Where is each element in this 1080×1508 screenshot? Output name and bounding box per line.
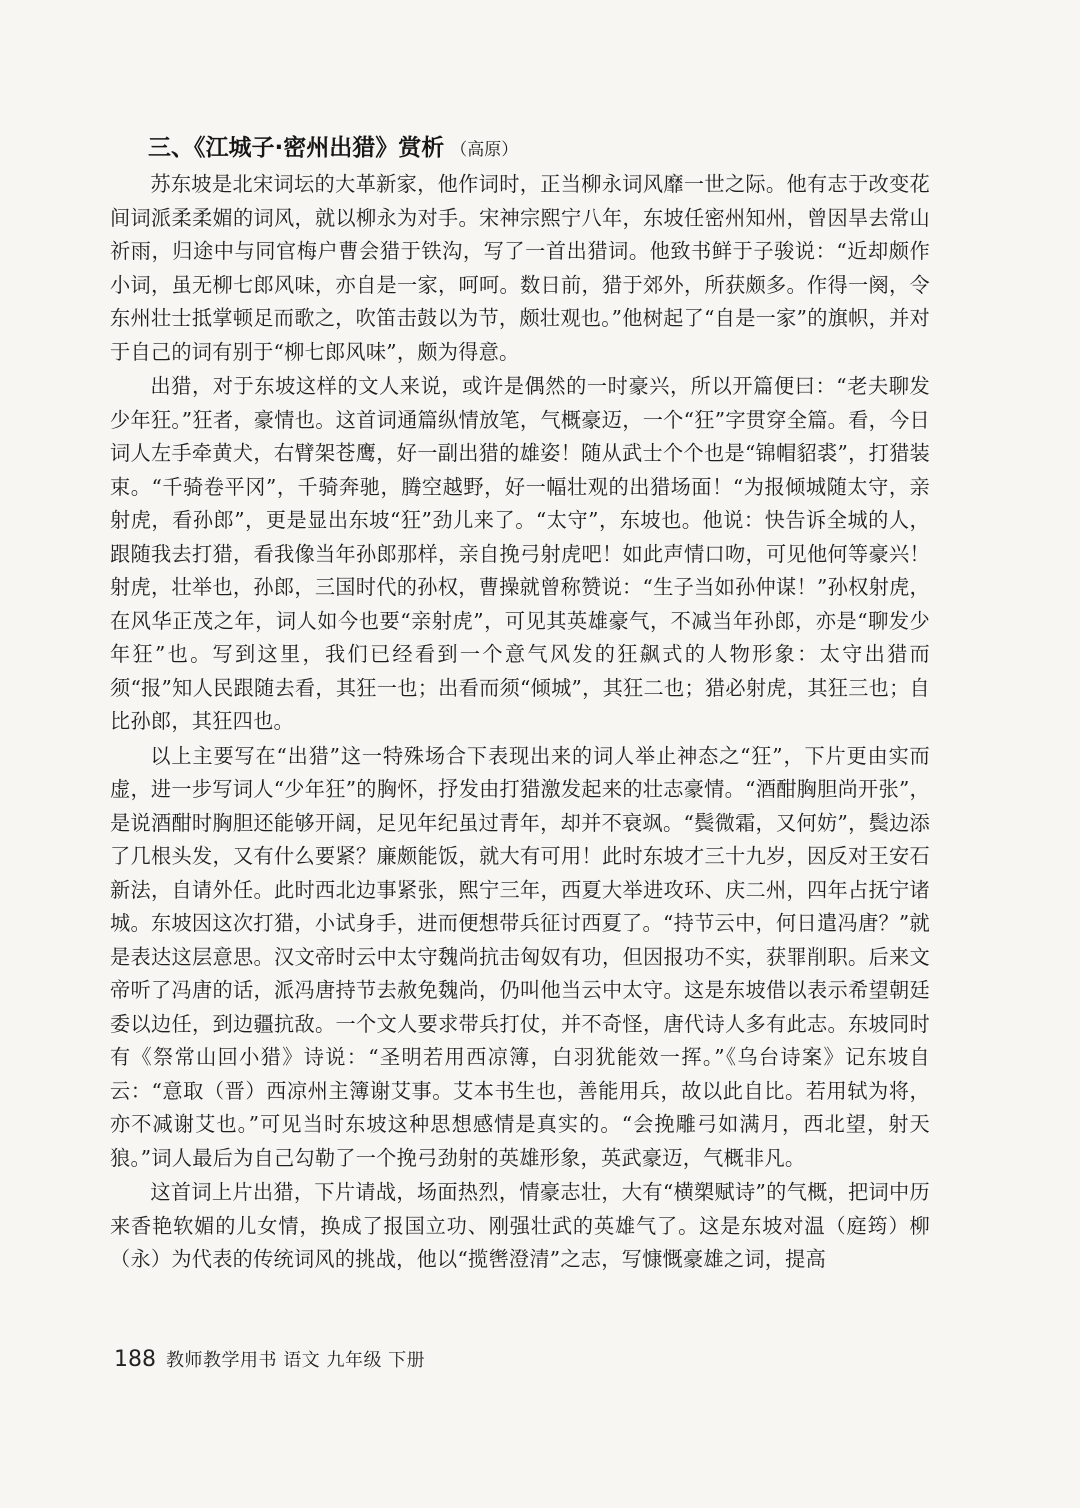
page-body [110, 128, 930, 1277]
paragraph-1: 苏东坡是北宋词坛的大革新家，他作词时，正当柳永词风靡一世之际。他有志于改变花间词派柔柔媚的词风，就以柳永为对手。宋神宗熙宁八年，东坡任密州知州，曾因旱去常山祈雨，归途中与同官梅户曹会猎于铁沟，写了一首出猎词。他致书鲜于子骏说：“近却颇作小词，虽无柳七郎风味，亦自是一家，呵呵。数日前，猎于郊外，所获颇多。作得一阕，令东州壮士抵掌顿足而歌之，吹笛击鼓以为节，颇壮观也。”他树起了“自是一家”的旗帜，并对于自己的词有别于“柳七郎风味”，颇为得意。 [110, 172, 930, 364]
book-title: 教师教学用书 语文 九年级 下册 [166, 1350, 426, 1371]
section-title [148, 128, 968, 168]
page-number: 188 [114, 1347, 156, 1372]
paragraph-2: 出猎，对于东坡这样的文人来说，或许是偶然的一时豪兴，所以开篇便曰：“老夫聊发少年狂。”狂者，豪情也。这首词通篇纵情放笔，气概豪迈，一个“狂”字贯穿全篇。看，今日词人左手牵黄犬，右臂架苍鹰，好一副出猎的雄姿！随从武士个个也是“锦帽貂裘”，打猎装束。“千骑卷平冈”，千骑奔驰，腾空越野，好一幅壮观的出猎场面！“为报倾城随太守，亲射虎，看孙郎”，更是显出东坡“狂”劲儿来了。“太守”，东坡也。他说：快告诉全城的人，跟随我去打猎，看我像当年孙郎那样，亲自挽弓射虎吧！如此声情口吻，可见他何等豪兴！射虎，壮举也，孙郎，三国时代的孙权，曹操就曾称赞说：“生子当如孙仲谋！”孙权射虎，在风华正茂之年，词人如今也要“亲射虎”，可见其英雄豪气，不减当年孙郎，亦是“聊发少年狂”也。写到这里，我们已经看到一个意气风发的狂飙式的人物形象：太守出猎而须“报”知人民跟随去看，其狂一也；出看而须“倾城”，其狂二也；猎必射虎，其狂三也；自比孙郎，其狂四也。 [110, 374, 930, 733]
section-author: （高原） [450, 140, 519, 160]
section-title-text: 三、《江城子·密州出猎》赏析 [148, 135, 445, 161]
paragraph-4: 这首词上片出猎，下片请战，场面热烈，情豪志壮，大有“横槊赋诗”的气概，把词中历来香艳软媚的儿女情，换成了报国立功、刚强壮武的英雄气了。这是东坡对温（庭筠）柳（永）为代表的传统词风的挑战，他以“揽辔澄清”之志，写慷慨豪雄之词，提高 [110, 1180, 930, 1271]
page-footer [114, 1346, 425, 1372]
paragraph-3: 以上主要写在“出猎”这一特殊场合下表现出来的词人举止神态之“狂”，下片更由实而虚，进一步写词人“少年狂”的胸怀，抒发由打猎激发起来的壮志豪情。“酒酣胸胆尚开张”，是说酒酣时胸胆还能够开阔，足见年纪虽过青年，却并不衰飒。“鬓微霜，又何妨”，鬓边添了几根头发，又有什么要紧？廉颇能饭，就大有可用！此时东坡才三十九岁，因反对王安石新法，自请外任。此时西北边事紧张，熙宁三年，西夏大举进攻环、庆二州，四年占抚宁诸城。东坡因这次打猎，小试身手，进而便想带兵征讨西夏了。“持节云中，何日遣冯唐？”就是表达这层意思。汉文帝时云中太守魏尚抗击匈奴有功，但因报功不实，获罪削职。后来文帝听了冯唐的话，派冯唐持节去赦免魏尚，仍叫他当云中太守。这是东坡借以表示希望朝廷委以边任，到边疆抗敌。一个文人要求带兵打仗，并不奇怪，唐代诗人多有此志。东坡同时有《祭常山回小猎》诗说：“圣明若用西凉簿，白羽犹能效一挥。”《乌台诗案》记东坡自云：“意取（晋）西凉州主簿谢艾事。艾本书生也，善能用兵，故以此自比。若用轼为将，亦不减谢艾也。”可见当时东坡这种思想感情是真实的。“会挽雕弓如满月，西北望，射天狼。”词人最后为自己勾勒了一个挽弓劲射的英雄形象，英武豪迈，气概非凡。 [110, 743, 930, 1170]
